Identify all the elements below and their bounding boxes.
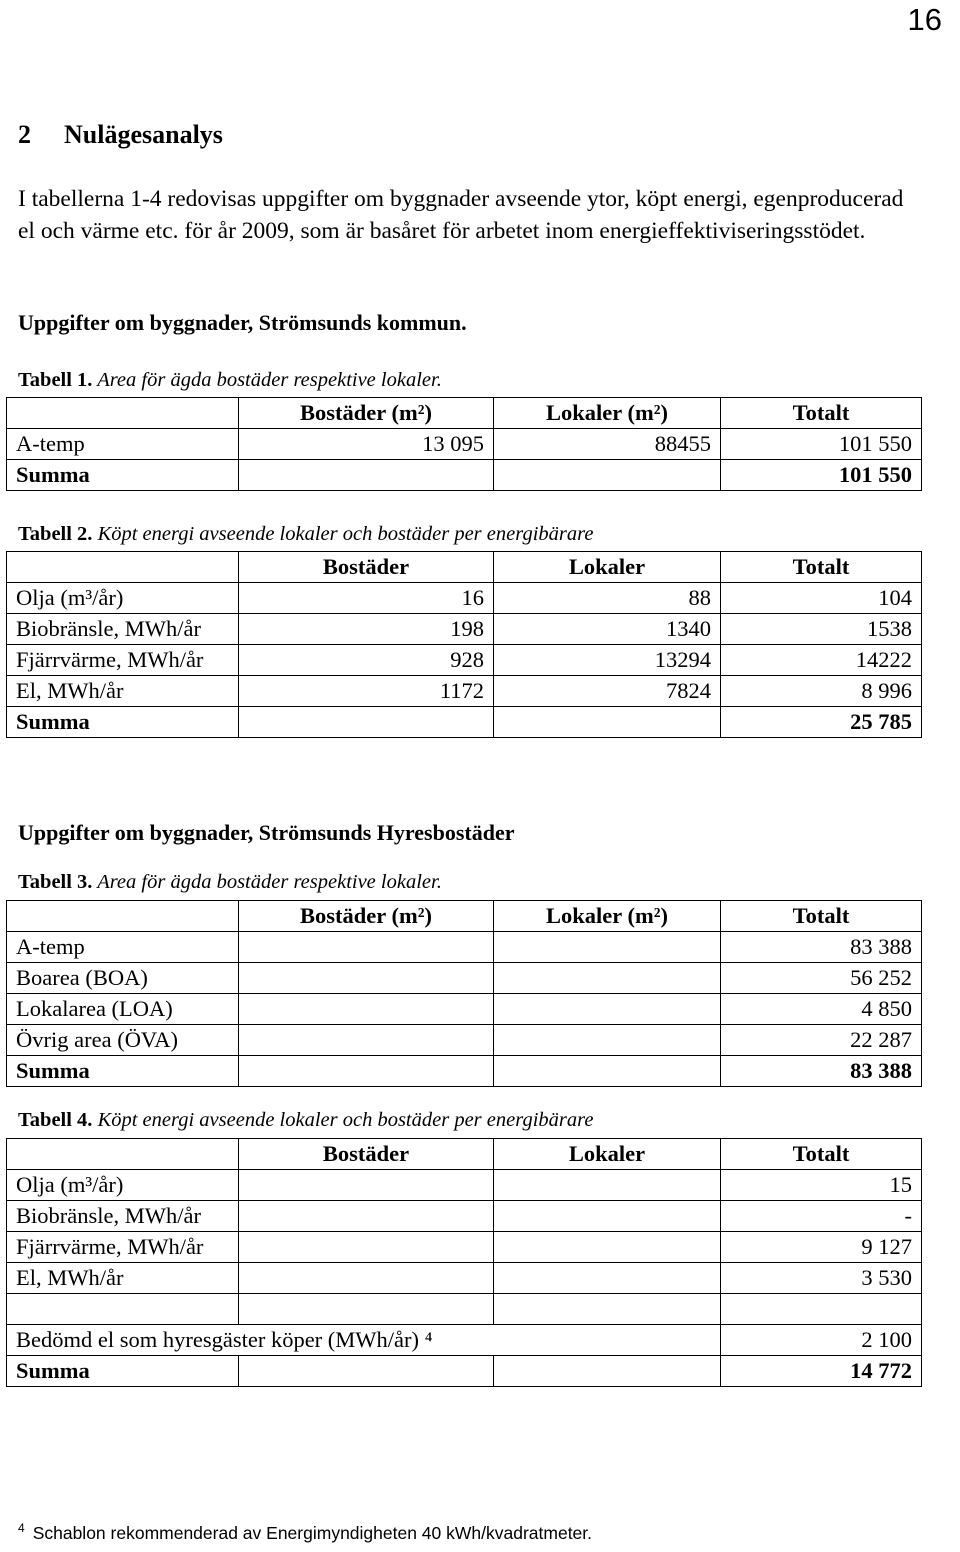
table-cell: 88 bbox=[494, 583, 721, 614]
row-label: Boarea (BOA) bbox=[7, 963, 239, 994]
table-cell bbox=[494, 963, 721, 994]
row-label: El, MWh/år bbox=[7, 1263, 239, 1294]
row-label: Olja (m³/år) bbox=[7, 1170, 239, 1201]
section-heading bbox=[18, 120, 223, 150]
table1 bbox=[6, 397, 922, 491]
table-cell bbox=[494, 460, 721, 491]
header-cell: Bostäder (m²) bbox=[239, 398, 494, 429]
table-row bbox=[7, 1025, 922, 1056]
row-label: Summa bbox=[7, 1356, 239, 1387]
section-number: 2 bbox=[18, 120, 31, 149]
table-cell bbox=[494, 994, 721, 1025]
table-row bbox=[7, 1325, 922, 1356]
header-cell: Totalt bbox=[721, 552, 922, 583]
table-cell bbox=[494, 1056, 721, 1087]
table-cell bbox=[239, 1201, 494, 1232]
header-cell: Bostäder bbox=[239, 1139, 494, 1170]
table-row bbox=[7, 1170, 922, 1201]
table-cell bbox=[494, 932, 721, 963]
table-row bbox=[7, 1263, 922, 1294]
header-cell: Totalt bbox=[721, 1139, 922, 1170]
header-cell: Lokaler (m²) bbox=[494, 901, 721, 932]
table3 bbox=[6, 900, 922, 1087]
table-row-total bbox=[7, 1356, 922, 1387]
table-row bbox=[7, 963, 922, 994]
row-label: Biobränsle, MWh/år bbox=[7, 1201, 239, 1232]
table-row bbox=[7, 645, 922, 676]
table-cell: 1340 bbox=[494, 614, 721, 645]
header-cell: Bostäder (m²) bbox=[239, 901, 494, 932]
table1-label: Tabell 1. bbox=[18, 369, 93, 391]
table-cell: 13294 bbox=[494, 645, 721, 676]
table-cell: 25 785 bbox=[721, 707, 922, 738]
row-label: Biobränsle, MWh/år bbox=[7, 614, 239, 645]
table-cell: - bbox=[721, 1201, 922, 1232]
table4 bbox=[6, 1138, 922, 1387]
row-label: Övrig area (ÖVA) bbox=[7, 1025, 239, 1056]
table3-caption bbox=[18, 871, 442, 894]
row-label: Olja (m³/år) bbox=[7, 583, 239, 614]
table4-caption bbox=[18, 1109, 593, 1132]
row-label bbox=[7, 1294, 239, 1325]
row-label: Lokalarea (LOA) bbox=[7, 994, 239, 1025]
table-row-total bbox=[7, 1056, 922, 1087]
table2-caption-text: Köpt energi avseende lokaler och bostäder per energibärare bbox=[92, 523, 594, 545]
header-cell: Lokaler bbox=[494, 1139, 721, 1170]
subheading-kommun: Uppgifter om byggnader, Strömsunds kommun. bbox=[18, 310, 467, 335]
table-cell: 3 530 bbox=[721, 1263, 922, 1294]
header-cell bbox=[7, 901, 239, 932]
header-cell bbox=[7, 552, 239, 583]
table2 bbox=[6, 551, 922, 738]
row-label: Fjärrvärme, MWh/år bbox=[7, 1232, 239, 1263]
row-label: Fjärrvärme, MWh/år bbox=[7, 645, 239, 676]
footnote bbox=[18, 1523, 592, 1544]
table-cell: 101 550 bbox=[721, 460, 922, 491]
table-cell: 7824 bbox=[494, 676, 721, 707]
table-row-total bbox=[7, 460, 922, 491]
table-cell bbox=[494, 707, 721, 738]
table-cell: 83 388 bbox=[721, 1056, 922, 1087]
header-cell bbox=[7, 398, 239, 429]
subheading-hyresbostader: Uppgifter om byggnader, Strömsunds Hyresbostäder bbox=[18, 820, 515, 845]
table-cell bbox=[721, 1294, 922, 1325]
table-cell: 88455 bbox=[494, 429, 721, 460]
table1-caption-text: Area för ägda bostäder respektive lokaler. bbox=[92, 369, 442, 391]
table-row bbox=[7, 614, 922, 645]
table-row bbox=[7, 583, 922, 614]
table-row-total bbox=[7, 707, 922, 738]
header-cell: Lokaler bbox=[494, 552, 721, 583]
table-cell bbox=[494, 1025, 721, 1056]
table-cell bbox=[494, 1356, 721, 1387]
table-row bbox=[7, 1201, 922, 1232]
header-cell: Totalt bbox=[721, 901, 922, 932]
table-cell: 928 bbox=[239, 645, 494, 676]
table-cell: 9 127 bbox=[721, 1232, 922, 1263]
table-cell bbox=[494, 1232, 721, 1263]
table-cell bbox=[239, 1263, 494, 1294]
table-cell bbox=[239, 1294, 494, 1325]
table4-label: Tabell 4. bbox=[18, 1109, 93, 1131]
table-cell: 14222 bbox=[721, 645, 922, 676]
table-header-row bbox=[7, 901, 922, 932]
table3-caption-text: Area för ägda bostäder respektive lokaler. bbox=[92, 871, 442, 893]
table-cell bbox=[239, 1356, 494, 1387]
header-cell: Lokaler (m²) bbox=[494, 398, 721, 429]
table-row-empty bbox=[7, 1294, 922, 1325]
table-cell bbox=[239, 460, 494, 491]
table-row bbox=[7, 932, 922, 963]
table-cell: 2 100 bbox=[721, 1325, 922, 1356]
row-label: Summa bbox=[7, 460, 239, 491]
table-cell: 1538 bbox=[721, 614, 922, 645]
section-title: Nulägesanalys bbox=[64, 120, 223, 149]
table1-caption bbox=[18, 369, 442, 392]
table-row bbox=[7, 429, 922, 460]
table-cell bbox=[494, 1170, 721, 1201]
row-label: Summa bbox=[7, 707, 239, 738]
table-row bbox=[7, 994, 922, 1025]
footnote-mark: 4 bbox=[18, 1521, 25, 1535]
table-cell bbox=[239, 707, 494, 738]
table3-label: Tabell 3. bbox=[18, 871, 93, 893]
table-row bbox=[7, 1232, 922, 1263]
table-cell bbox=[239, 1056, 494, 1087]
row-label: A-temp bbox=[7, 932, 239, 963]
table-cell bbox=[239, 932, 494, 963]
table2-label: Tabell 2. bbox=[18, 523, 93, 545]
table-cell: 101 550 bbox=[721, 429, 922, 460]
table4-caption-text: Köpt energi avseende lokaler och bostäder per energibärare bbox=[92, 1109, 594, 1131]
table-header-row bbox=[7, 398, 922, 429]
table-cell: 14 772 bbox=[721, 1356, 922, 1387]
table-cell: 15 bbox=[721, 1170, 922, 1201]
header-cell: Bostäder bbox=[239, 552, 494, 583]
row-label: A-temp bbox=[7, 429, 239, 460]
table-cell: 16 bbox=[239, 583, 494, 614]
table-cell bbox=[239, 1232, 494, 1263]
table-header-row bbox=[7, 552, 922, 583]
table-cell: 83 388 bbox=[721, 932, 922, 963]
table-cell: 56 252 bbox=[721, 963, 922, 994]
table-cell bbox=[494, 1201, 721, 1232]
table-cell: 4 850 bbox=[721, 994, 922, 1025]
table-header-row bbox=[7, 1139, 922, 1170]
table-cell bbox=[494, 1263, 721, 1294]
table-cell: 13 095 bbox=[239, 429, 494, 460]
row-label: El, MWh/år bbox=[7, 676, 239, 707]
table-cell: 198 bbox=[239, 614, 494, 645]
row-label: Summa bbox=[7, 1056, 239, 1087]
table-cell: 22 287 bbox=[721, 1025, 922, 1056]
table-cell: 104 bbox=[721, 583, 922, 614]
table-cell: 8 996 bbox=[721, 676, 922, 707]
page-number: 16 bbox=[907, 2, 942, 37]
table-cell bbox=[239, 1025, 494, 1056]
row-label: Bedömd el som hyresgäster köper (MWh/år) ⁴ bbox=[7, 1325, 721, 1356]
table2-caption bbox=[18, 523, 593, 546]
table-cell bbox=[239, 1170, 494, 1201]
footnote-text: Schablon rekommenderad av Energimyndigheten 40 kWh/kvadratmeter. bbox=[32, 1523, 593, 1543]
table-row bbox=[7, 676, 922, 707]
table-cell bbox=[239, 963, 494, 994]
intro-paragraph: I tabellerna 1-4 redovisas uppgifter om byggnader avseende ytor, köpt energi, egenproducerad el och värme etc. för år 2009, som är basåret för arbetet inom energieffektiviseringsstödet. bbox=[18, 186, 904, 244]
header-cell bbox=[7, 1139, 239, 1170]
table-cell bbox=[239, 994, 494, 1025]
header-cell: Totalt bbox=[721, 398, 922, 429]
table-cell: 1172 bbox=[239, 676, 494, 707]
table-cell bbox=[494, 1294, 721, 1325]
